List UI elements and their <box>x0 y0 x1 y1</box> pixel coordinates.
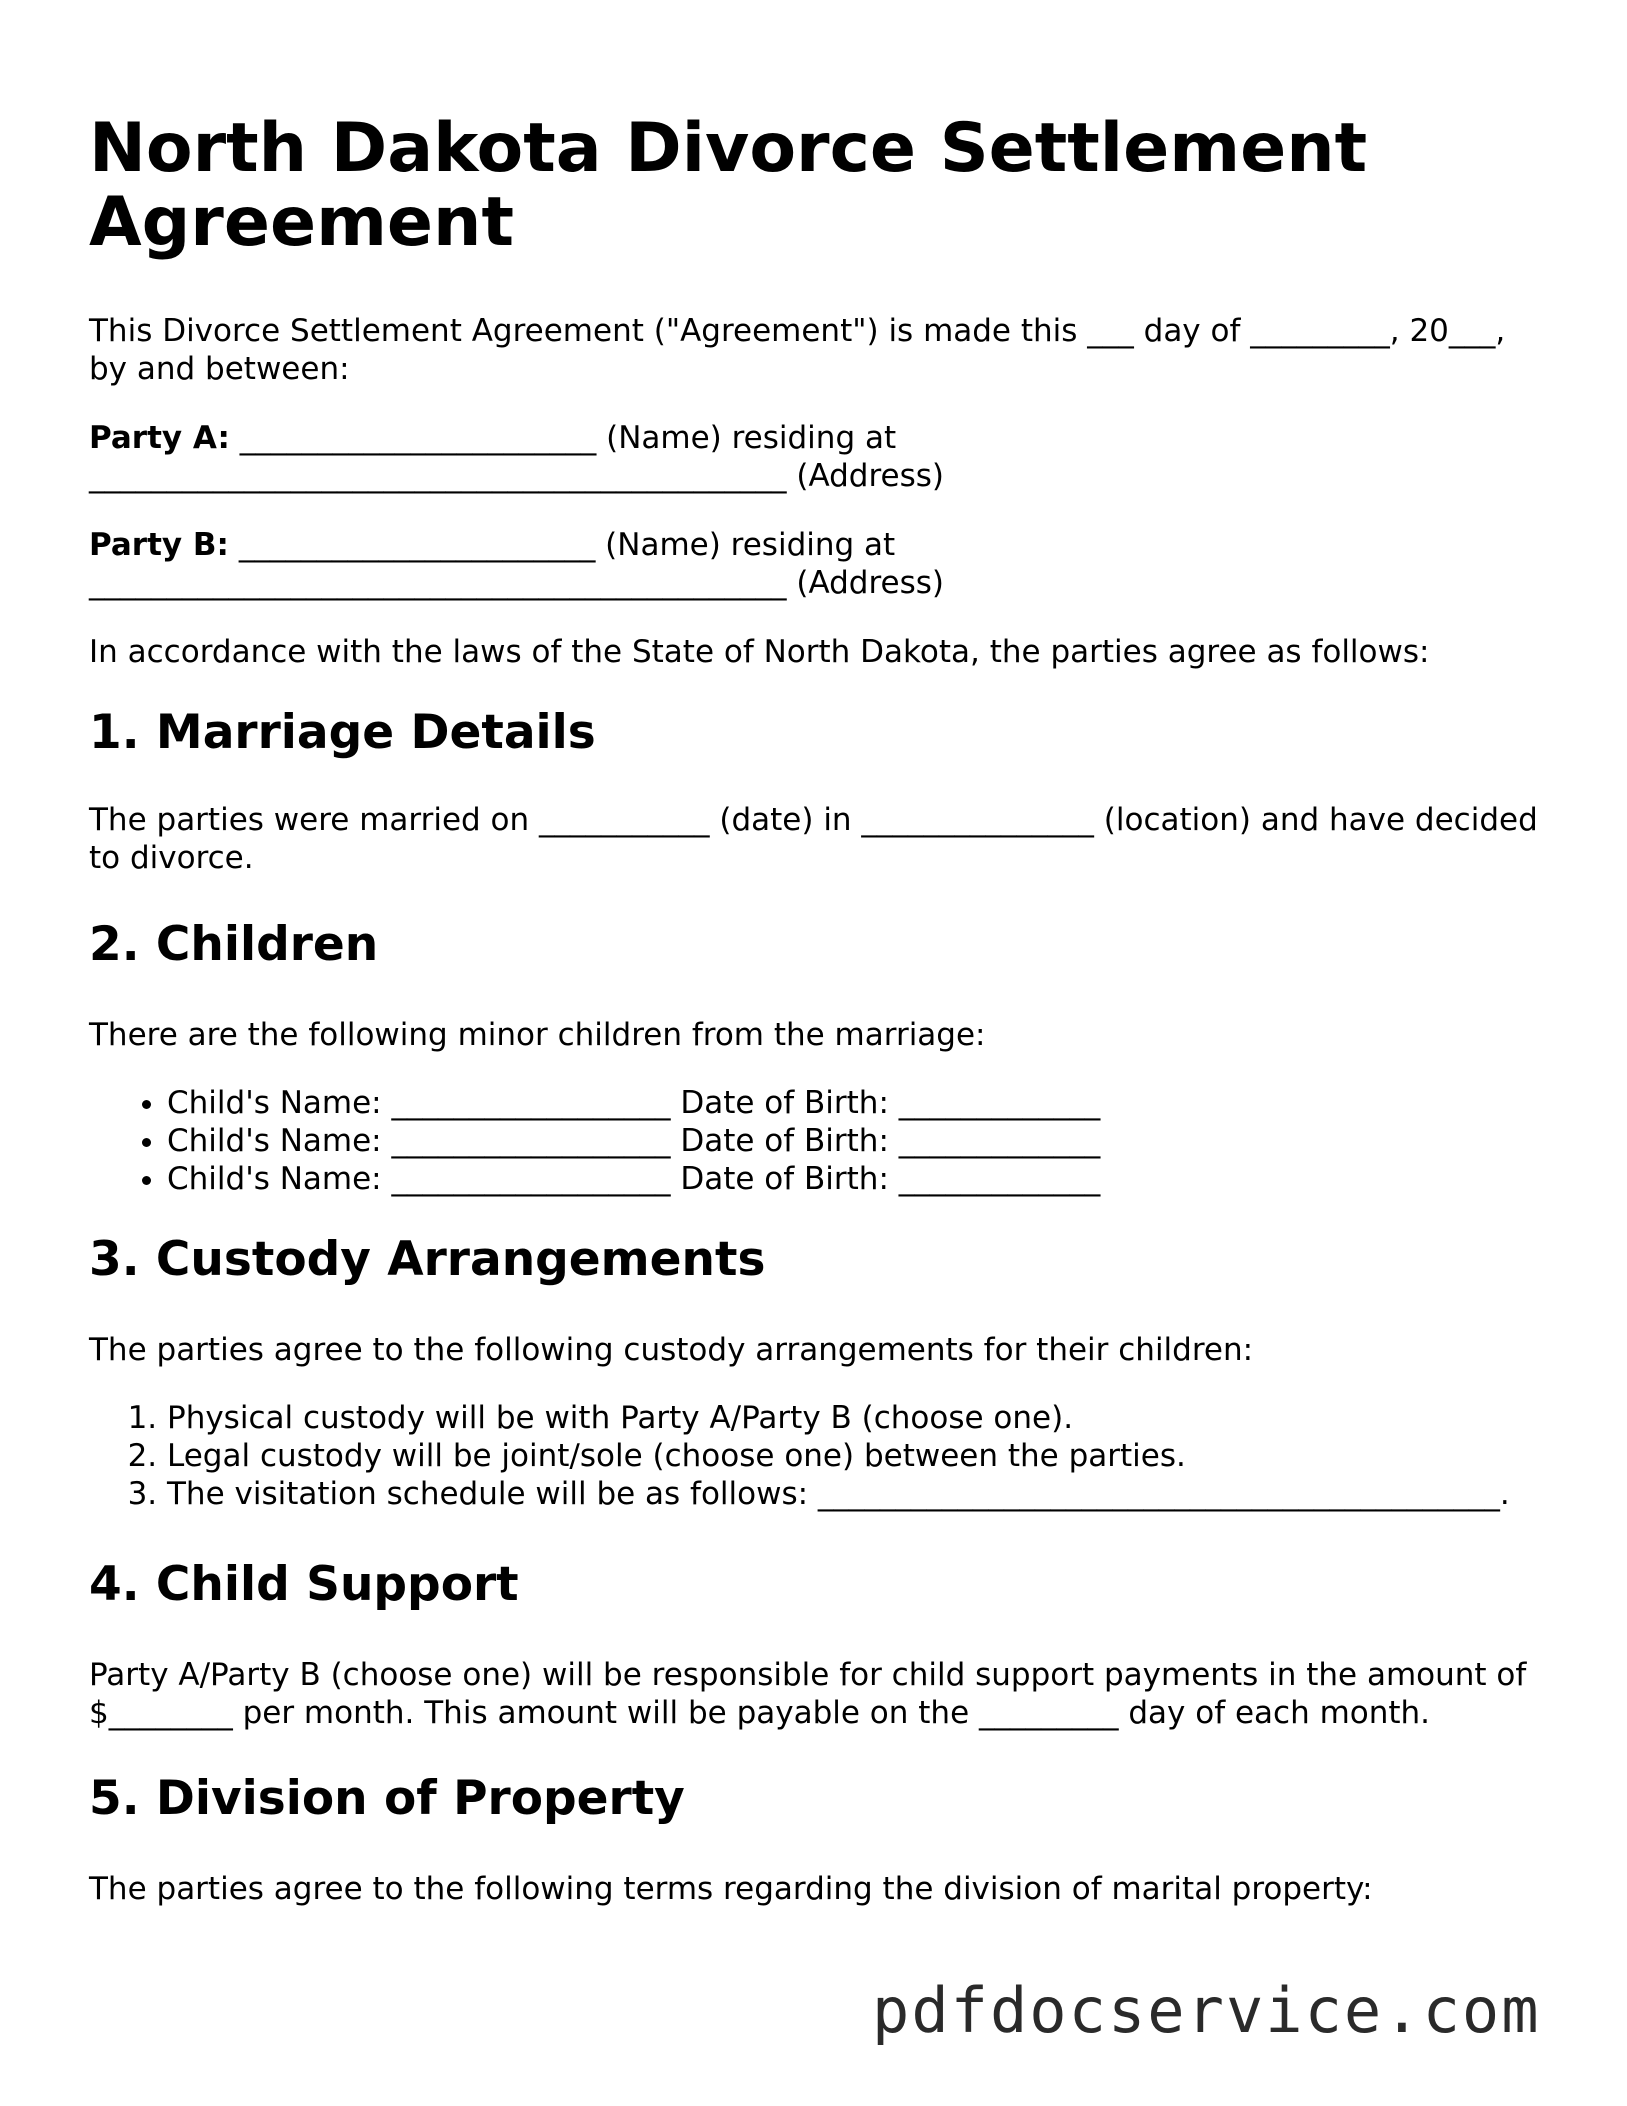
party-b-text: _______________________ (Name) residing at _____________________________________________ (Address) <box>89 527 944 601</box>
intro-paragraph: This Divorce Settlement Agreement ("Agreement") is made this ___ day of _________, 20___, by and between: <box>89 313 1506 387</box>
custody-list-item: 2. Legal custody will be joint/sole (choose one) between the parties. <box>167 1437 1549 1475</box>
watermark-text: pdfdocservice.com <box>872 1974 1541 2047</box>
child-list-item: • Child's Name: __________________ Date of Birth: _____________ <box>167 1122 1549 1160</box>
child-support-paragraph: Party A/Party B (choose one) will be responsible for child support payments in the amount of $________ per month. This amount will be payable on the _________ day of each month. <box>89 1657 1527 1731</box>
section-heading-child-support: 4. Child Support <box>89 1557 519 1612</box>
section-heading-property: 5. Division of Property <box>89 1771 685 1826</box>
custody-paragraph: The parties agree to the following custody arrangements for their children: <box>89 1332 1254 1368</box>
children-paragraph: There are the following minor children from the marriage: <box>89 1017 986 1053</box>
accordance-paragraph: In accordance with the laws of the State of North Dakota, the parties agree as follows: <box>89 634 1430 670</box>
property-paragraph: The parties agree to the following terms regarding the division of marital property: <box>89 1871 1373 1907</box>
children-list <box>89 1084 1549 1198</box>
party-b-line <box>89 526 1549 602</box>
custody-list-item: 3. The visitation schedule will be as follows: ____________________________________________. <box>167 1475 1549 1513</box>
section-heading-marriage: 1. Marriage Details <box>89 705 596 760</box>
section-heading-children: 2. Children <box>89 917 379 972</box>
marriage-paragraph: The parties were married on ___________ (date) in _______________ (location) and have decided to divorce. <box>89 802 1538 876</box>
document-page <box>89 109 1549 1908</box>
party-a-line <box>89 419 1549 495</box>
child-list-item: • Child's Name: __________________ Date of Birth: _____________ <box>167 1160 1549 1198</box>
custody-list-item: 1. Physical custody will be with Party A/Party B (choose one). <box>167 1399 1549 1437</box>
custody-list <box>89 1399 1549 1513</box>
party-a-text: _______________________ (Name) residing at _____________________________________________ (Address) <box>89 420 944 494</box>
party-a-label: Party A: <box>89 420 230 456</box>
party-b-label: Party B: <box>89 527 229 563</box>
section-heading-custody: 3. Custody Arrangements <box>89 1232 766 1287</box>
document-title: North Dakota Divorce Settlement Agreement <box>89 109 1368 262</box>
child-list-item: • Child's Name: __________________ Date of Birth: _____________ <box>167 1084 1549 1122</box>
